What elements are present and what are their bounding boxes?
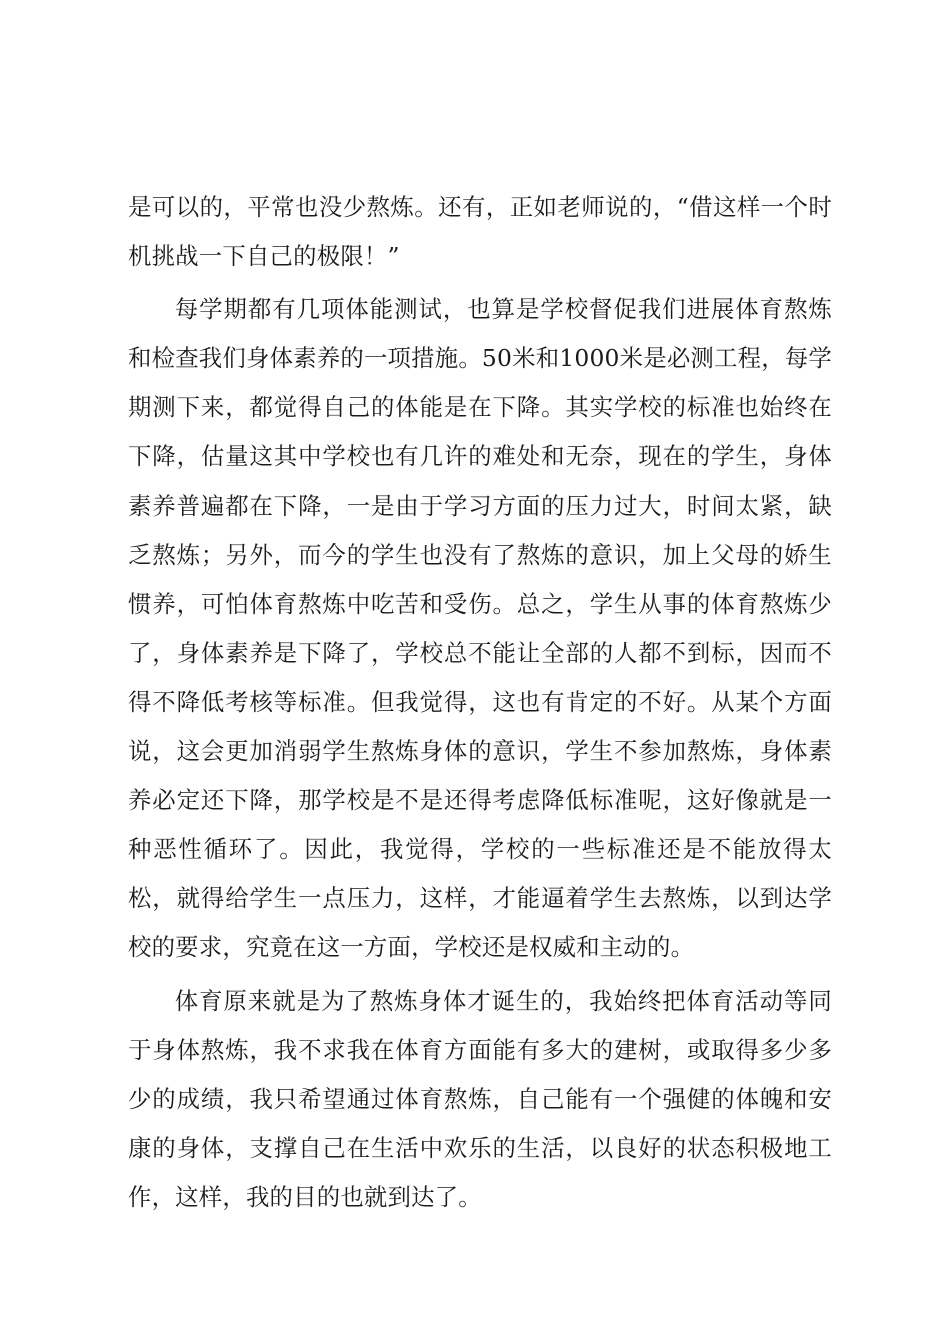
paragraph-purpose-of-sports: 体育原来就是为了熬炼身体才诞生的，我始终把体育活动等同于身体熬炼，我不求我在体育方面能有多大的建树，或取得多少多少的成绩，我只希望通过体育熬炼，自己能有一个强健的体魄和安康的身体，支撑自己在生活中欢乐的生活，以良好的状态积极地工作，这样，我的目的也就到达了。: [128, 986, 832, 1211]
paragraph-fitness-tests: 每学期都有几项体能测试，也算是学校督促我们进展体育熬炼和检查我们身体素养的一项措施。50米和1000米是必测工程，每学期测下来，都觉得自己的体能是在下降。其实学校的标准也始终在下降，估量这其中学校也有几许的难处和无奈，现在的学生，身体素养普遍都在下降，一是由于学习方面的压力过大，时间太紧，缺乏熬炼；另外，而今的学生也没有了熬炼的意识，加上父母的娇生惯养，可怕体育熬炼中吃苦和受伤。总之，学生从事的体育熬炼少了，身体素养是下降了，学校总不能让全部的人都不到标，因而不得不降低考核等标准。但我觉得，这也有肯定的不好。从某个方面说，这会更加消弱学生熬炼身体的意识，学生不参加熬炼，身体素养必定还下降，那学校是不是还得考虑降低标准呢，这好像就是一种恶性循环了。因此，我觉得，学校的一些标准还是不能放得太松，就得给学生一点压力，这样，才能逼着学生去熬炼，以到达学校的要求，究竟在这一方面，学校还是权威和主动的。: [128, 295, 832, 962]
paragraph-continuation: 是可以的，平常也没少熬炼。还有，正如老师说的，“借这样一个时机挑战一下自己的极限！”: [128, 193, 832, 271]
document-body: [128, 183, 832, 1226]
